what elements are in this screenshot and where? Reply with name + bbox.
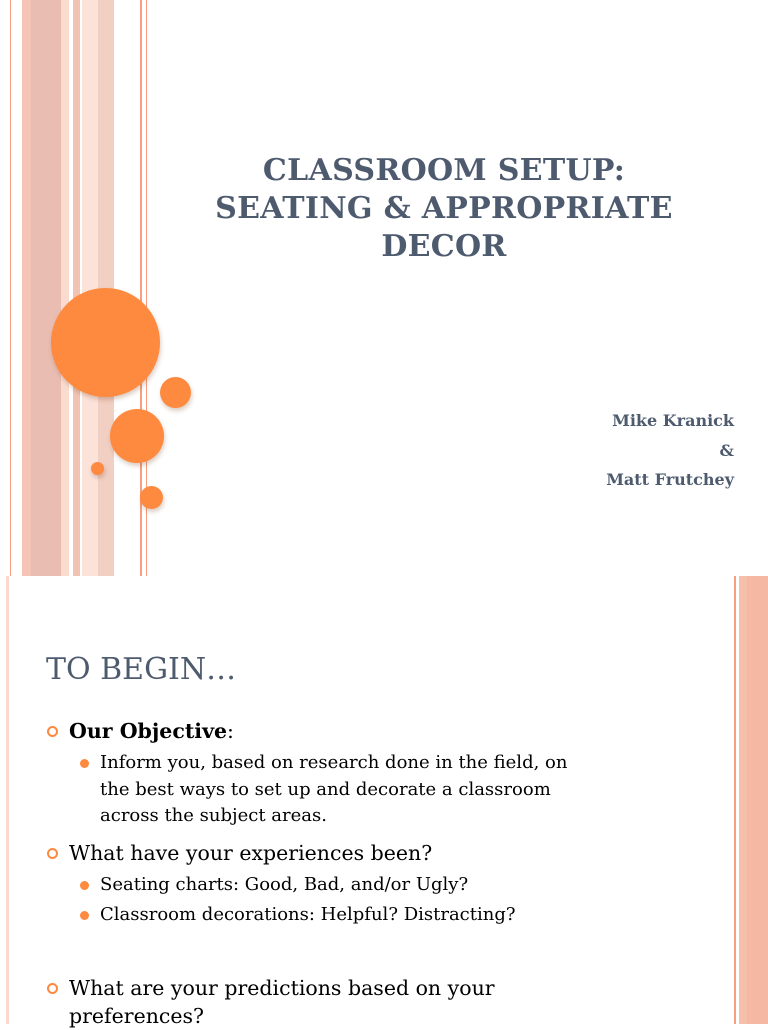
- bullet-item: [69, 839, 432, 867]
- decor-circle: [160, 377, 191, 408]
- slide-title: [180, 152, 708, 266]
- author-name: Mike Kranick: [612, 411, 734, 430]
- text-line: What have your experiences been?: [69, 841, 433, 865]
- bullet-label: Our Objective: [69, 719, 228, 743]
- bullet-item: [69, 974, 495, 1030]
- decor-stripe: [73, 0, 80, 576]
- decor-circle: [110, 409, 164, 463]
- decor-circle: [91, 462, 104, 475]
- decor-stripe: [10, 0, 11, 576]
- decor-stripe: [734, 576, 736, 1024]
- text-line: the best ways to set up and decorate a classroom: [100, 778, 551, 800]
- decor-stripe: [6, 576, 9, 1024]
- title-line: CLASSROOM SETUP:: [262, 153, 626, 188]
- text-line: Seating charts: Good, Bad, and/or Ugly?: [100, 874, 469, 895]
- text-line: Inform you, based on research done in the field, on: [100, 752, 568, 773]
- slide2-title: TO BEGIN…: [46, 652, 237, 687]
- author-separator: &: [719, 440, 734, 460]
- bullet-item: [69, 717, 234, 745]
- title-line: DECOR: [381, 229, 507, 264]
- text-line: preferences?: [69, 1004, 205, 1028]
- decor-stripe: [31, 0, 61, 576]
- decor-stripe: [61, 0, 69, 576]
- ring-bullet-icon: [47, 726, 58, 737]
- decor-stripe: [739, 576, 747, 1024]
- text-line: What are your predictions based on your: [69, 976, 495, 1000]
- decor-stripe: [22, 0, 31, 576]
- dot-bullet-icon: [80, 881, 89, 890]
- sub-bullet-item: [100, 902, 516, 929]
- bullet-suffix: :: [227, 719, 234, 743]
- ring-bullet-icon: [47, 848, 58, 859]
- decor-circle: [51, 288, 160, 397]
- author-name: Matt Frutchey: [606, 470, 734, 489]
- text-line: Classroom decorations: Helpful? Distracting?: [100, 904, 516, 925]
- text-line: across the subject areas.: [100, 805, 327, 826]
- ring-bullet-icon: [47, 983, 58, 994]
- dot-bullet-icon: [80, 911, 89, 920]
- decor-circle: [140, 486, 163, 509]
- authors: [606, 406, 734, 495]
- sub-bullet-item: [100, 872, 468, 899]
- sub-bullet-item: [100, 750, 567, 830]
- dot-bullet-icon: [80, 759, 89, 768]
- decor-stripe: [747, 576, 768, 1024]
- title-line: SEATING & APPROPRIATE: [215, 191, 673, 226]
